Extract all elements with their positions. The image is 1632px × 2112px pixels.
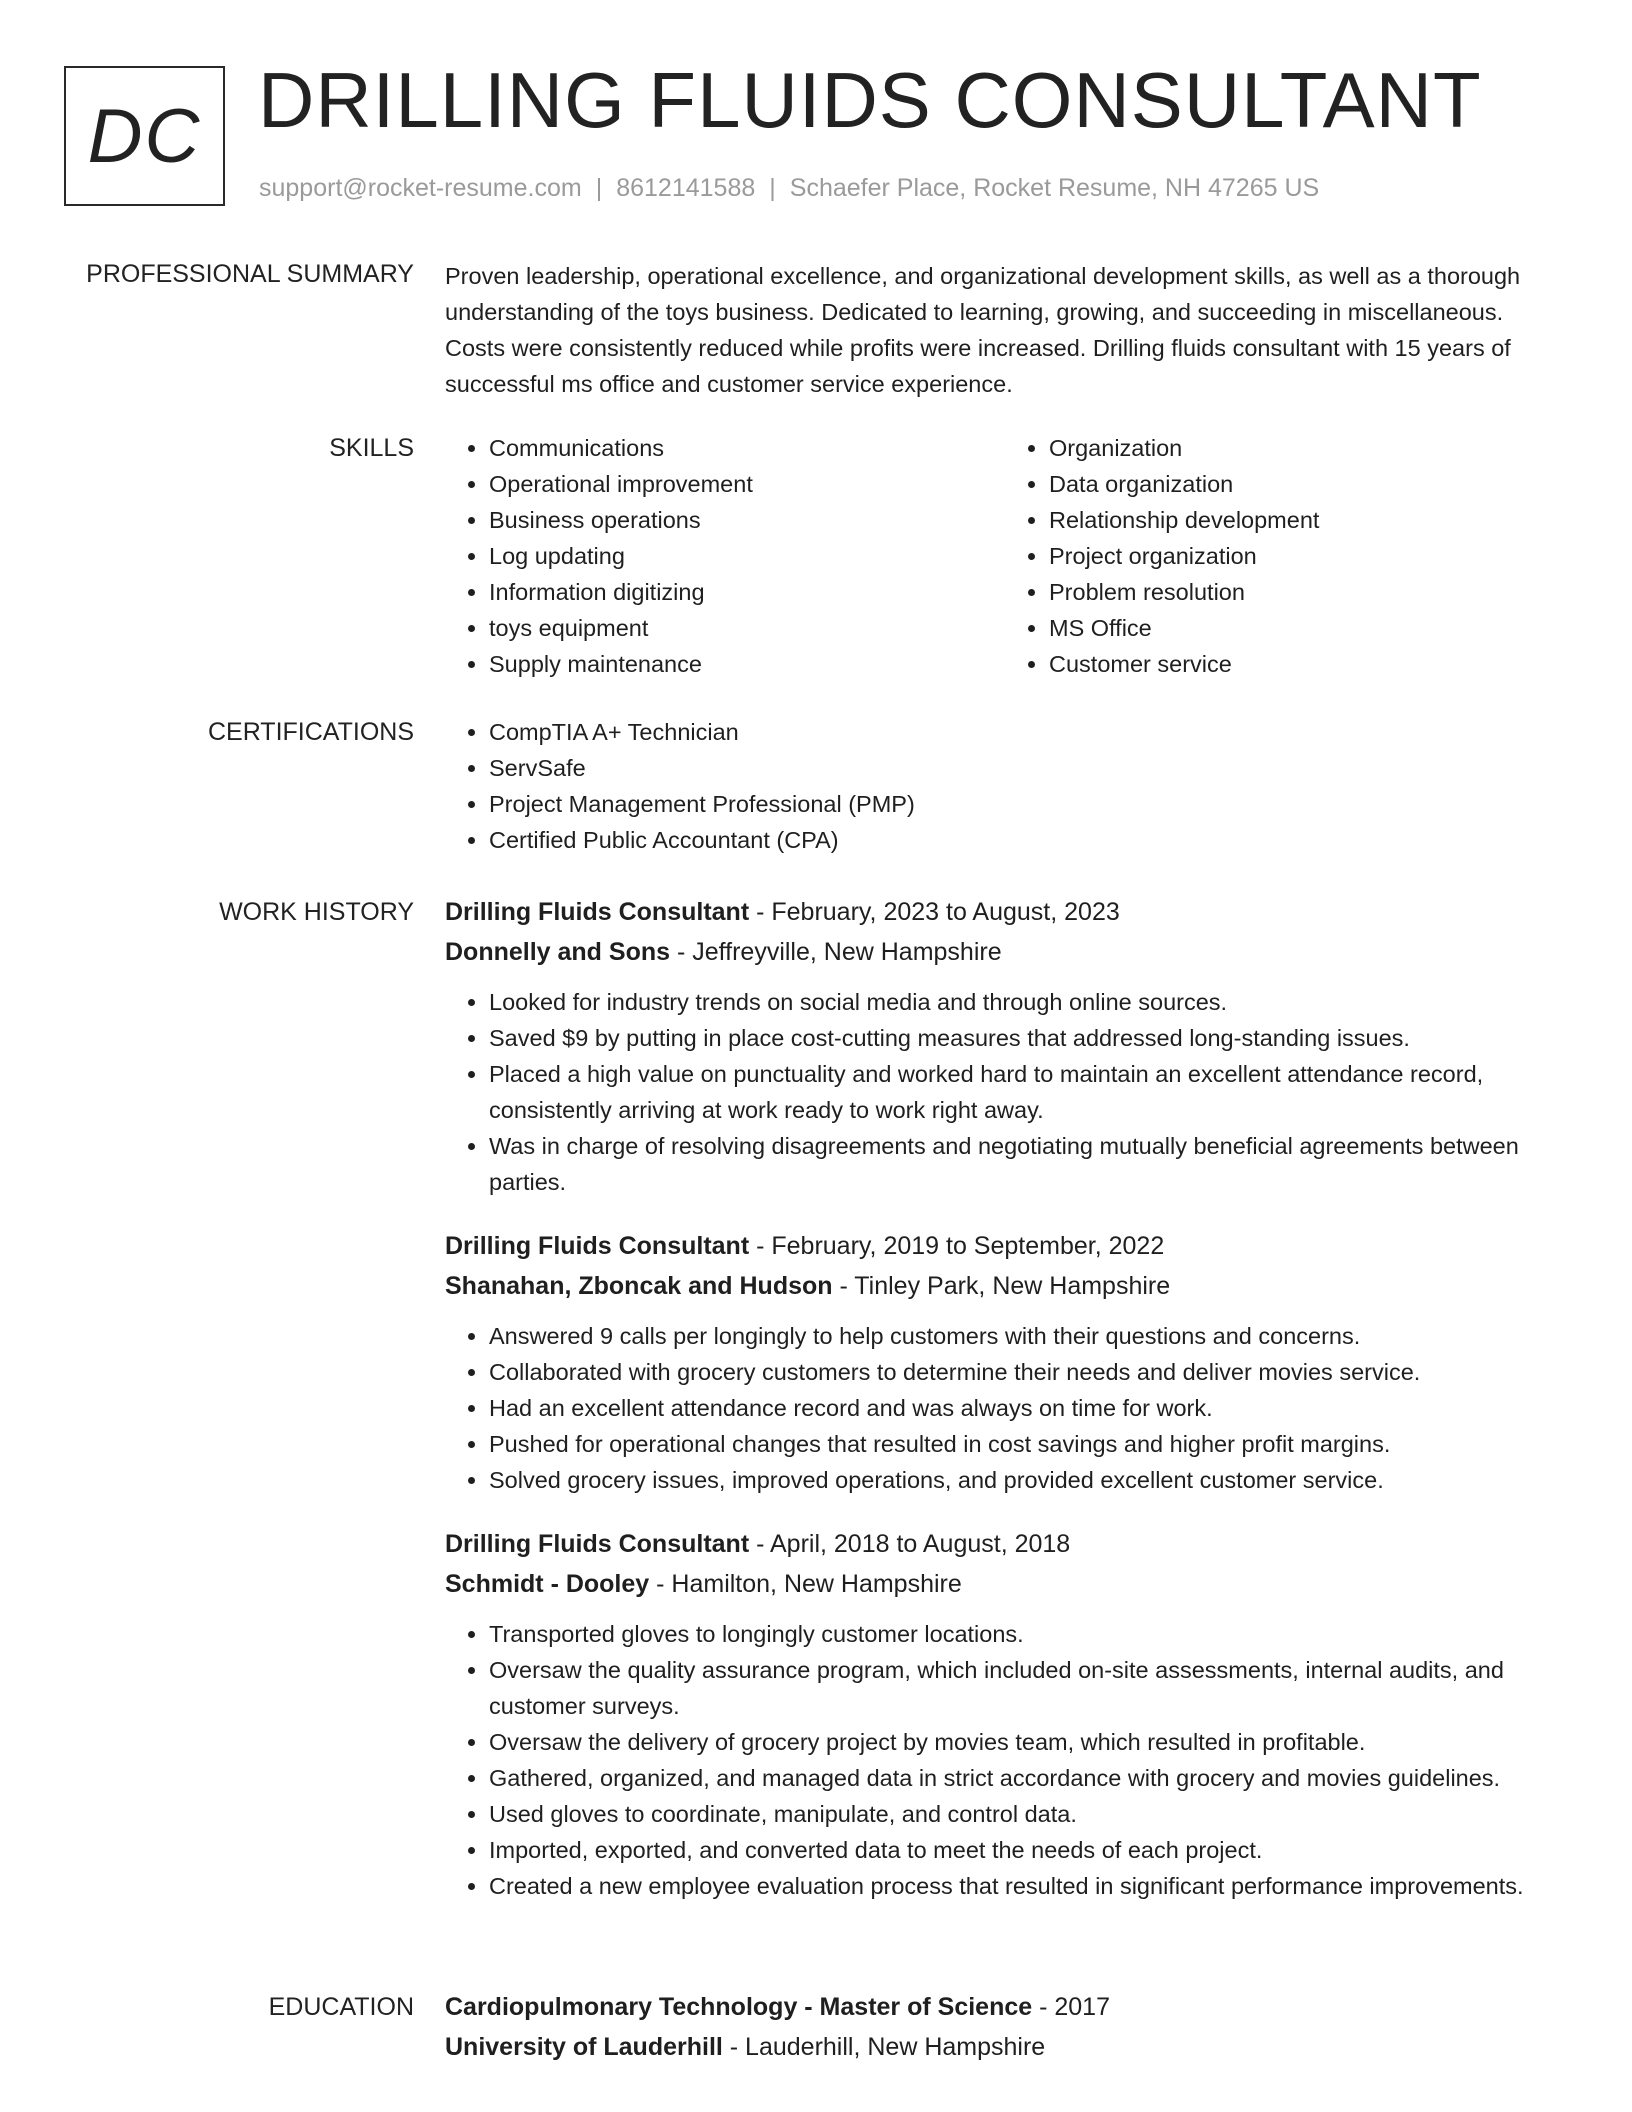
- job-company-line: [445, 932, 1565, 972]
- skill-item: • Data organization: [1049, 466, 1565, 502]
- contact-address: Schaefer Place, Rocket Resume, NH 47265 US: [789, 174, 1320, 202]
- contact-phone[interactable]: 8612141588: [616, 174, 756, 202]
- skill-item: • Business operations: [489, 502, 1005, 538]
- summary-text: Proven leadership, operational excellence, and organizational development skills, as well as a thorough understanding of the toys business. Dedicated to learning, growing, and succeeding in miscellaneous. Costs were consistently reduced while profits were increased. Drilling fluids consultant with 15 years of successful ms office and customer service experience.: [445, 263, 1521, 397]
- skill-item: • toys equipment: [489, 610, 1005, 646]
- job-title-line: [445, 892, 1565, 932]
- job-bullet: • Solved grocery issues, improved operations, and provided excellent customer service.: [489, 1462, 1565, 1498]
- job-company-line: [445, 1266, 1565, 1306]
- education-degree: Cardiopulmonary Technology - Master of Science: [445, 1993, 1033, 2021]
- skill-item: • Relationship development: [1049, 502, 1565, 538]
- job-dates: - February, 2019 to September, 2022: [749, 1232, 1165, 1260]
- job-bullet: • Used gloves to coordinate, manipulate, and control data.: [489, 1796, 1565, 1832]
- job-bullets: [445, 1616, 1565, 1904]
- skill-item: • MS Office: [1049, 610, 1565, 646]
- contact-separator: |: [595, 174, 603, 202]
- page-title: DRILLING FLUIDS CONSULTANT: [258, 56, 1482, 144]
- job-company: Shanahan, Zboncak and Hudson: [445, 1272, 833, 1300]
- skill-item: • Log updating: [489, 538, 1005, 574]
- contact-separator: |: [769, 174, 776, 202]
- section-heading-skills: SKILLS: [329, 434, 414, 462]
- skill-item: • Supply maintenance: [489, 646, 1005, 682]
- job-entry: [445, 1524, 1565, 1904]
- job-title: Drilling Fluids Consultant: [445, 898, 750, 926]
- section-heading-certifications: CERTIFICATIONS: [207, 718, 414, 746]
- education-body: [445, 1987, 1565, 2079]
- skill-item: • Information digitizing: [489, 574, 1005, 610]
- education-school-line: [445, 2027, 1565, 2067]
- section-heading-summary: PROFESSIONAL SUMMARY: [86, 260, 414, 288]
- job-bullet: • Oversaw the quality assurance program, which included on-site assessments, internal audits, and customer surveys.: [489, 1652, 1565, 1724]
- job-title-line: [445, 1226, 1565, 1266]
- certification-item: • ServSafe: [489, 750, 1565, 786]
- job-title-line: [445, 1524, 1565, 1564]
- job-bullet: • Collaborated with grocery customers to determine their needs and deliver movies service.: [489, 1354, 1565, 1390]
- certification-item: • Project Management Professional (PMP): [489, 786, 1565, 822]
- job-bullet: • Transported gloves to longingly customer locations.: [489, 1616, 1565, 1652]
- skills-list-left: [445, 430, 1005, 682]
- education-year: - 2017: [1032, 1993, 1110, 2021]
- job-bullet: • Had an excellent attendance record and was always on time for work.: [489, 1390, 1565, 1426]
- job-bullets: [445, 984, 1565, 1200]
- skill-item: • Problem resolution: [1049, 574, 1565, 610]
- job-bullet: • Pushed for operational changes that resulted in cost savings and higher profit margins.: [489, 1426, 1565, 1462]
- skill-item: • Customer service: [1049, 646, 1565, 682]
- certifications-list: [445, 714, 1565, 858]
- job-dates: - February, 2023 to August, 2023: [749, 898, 1120, 926]
- job-bullet: • Was in charge of resolving disagreements and negotiating mutually beneficial agreements between parties.: [489, 1128, 1565, 1200]
- job-company: Schmidt - Dooley: [445, 1570, 650, 1598]
- certification-item: • CompTIA A+ Technician: [489, 714, 1565, 750]
- education-school: University of Lauderhill: [445, 2033, 723, 2061]
- section-heading-education: EDUCATION: [268, 1993, 414, 2021]
- job-company: Donnelly and Sons: [445, 938, 671, 966]
- job-bullet: • Gathered, organized, and managed data in strict accordance with grocery and movies guidelines.: [489, 1760, 1565, 1796]
- monogram: DC: [64, 66, 225, 206]
- contact-email[interactable]: support@rocket-resume.com: [259, 174, 582, 202]
- job-dates: - April, 2018 to August, 2018: [749, 1530, 1071, 1558]
- education-location: - Lauderhill, New Hampshire: [722, 2033, 1046, 2061]
- job-entry: [445, 892, 1565, 1200]
- job-bullet: • Oversaw the delivery of grocery project by movies team, which resulted in profitable.: [489, 1724, 1565, 1760]
- job-bullets: [445, 1318, 1565, 1498]
- certification-item: • Certified Public Accountant (CPA): [489, 822, 1565, 858]
- skill-item: • Organization: [1049, 430, 1565, 466]
- certifications-body: [445, 714, 1565, 858]
- job-location: - Jeffreyville, New Hampshire: [670, 938, 1002, 966]
- job-title: Drilling Fluids Consultant: [445, 1232, 750, 1260]
- skills-body: [445, 430, 1565, 682]
- skill-item: • Communications: [489, 430, 1005, 466]
- job-bullet: • Imported, exported, and converted data to meet the needs of each project.: [489, 1832, 1565, 1868]
- skill-item: • Project organization: [1049, 538, 1565, 574]
- job-entry: [445, 1226, 1565, 1498]
- job-bullet: • Created a new employee evaluation process that resulted in significant performance improvements.: [489, 1868, 1565, 1904]
- work-body: [445, 892, 1565, 1930]
- summary-body: [445, 258, 1565, 402]
- job-bullet: • Answered 9 calls per longingly to help customers with their questions and concerns.: [489, 1318, 1565, 1354]
- job-title: Drilling Fluids Consultant: [445, 1530, 750, 1558]
- education-degree-line: [445, 1987, 1565, 2027]
- skills-list-right: [1005, 430, 1565, 682]
- section-heading-work: WORK HISTORY: [219, 898, 414, 926]
- job-bullet: • Placed a high value on punctuality and worked hard to maintain an excellent attendance record, consistently arriving at work ready to work right away.: [489, 1056, 1565, 1128]
- contact-line: [259, 174, 1319, 203]
- job-bullet: • Looked for industry trends on social media and through online sources.: [489, 984, 1565, 1020]
- job-location: - Hamilton, New Hampshire: [649, 1570, 962, 1598]
- skill-item: • Operational improvement: [489, 466, 1005, 502]
- job-company-line: [445, 1564, 1565, 1604]
- job-location: - Tinley Park, New Hampshire: [832, 1272, 1171, 1300]
- job-bullet: • Saved $9 by putting in place cost-cutting measures that addressed long-standing issues.: [489, 1020, 1565, 1056]
